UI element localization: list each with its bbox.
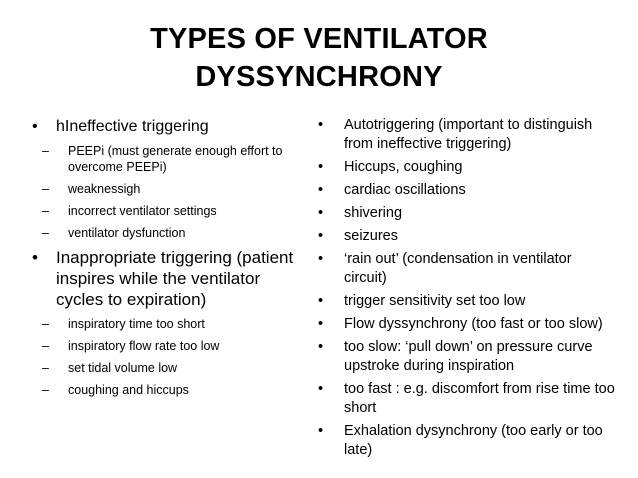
sub-list-item-text: inspiratory flow rate too low [68, 339, 220, 353]
list-item-text: trigger sensitivity set too low [344, 293, 526, 309]
list-item [318, 292, 618, 311]
dash-icon: – [42, 226, 49, 240]
bullet-icon: • [32, 118, 38, 135]
list-item [318, 116, 618, 154]
left-bullet-list [28, 117, 308, 398]
list-item [318, 380, 618, 418]
list-item-text: hIneffective triggering [56, 118, 209, 135]
list-item-text: Hiccups, coughing [344, 159, 463, 175]
sub-list-item-text: coughing and hiccups [68, 383, 189, 397]
bullet-icon: • [318, 205, 324, 221]
right-bullet-list [318, 116, 618, 460]
list-item [318, 158, 618, 177]
bullet-icon: • [318, 339, 324, 355]
bullet-icon: • [318, 316, 324, 332]
list-item-text: Inappropriate triggering (patient inspires while the ventilator cycles to expiration) [56, 248, 294, 309]
dash-icon: – [42, 144, 49, 158]
bullet-icon: • [32, 248, 38, 267]
sub-list-item-text: PEEPi (must generate enough effort to overcome PEEPi) [68, 144, 283, 174]
bullet-icon: • [318, 159, 324, 175]
dash-icon: – [42, 383, 49, 397]
sub-list-container [28, 143, 308, 241]
sub-list-item [28, 382, 308, 398]
list-item-text: ‘rain out’ (condensation in ventilator circuit) [344, 251, 572, 286]
sub-list [28, 143, 308, 241]
dash-icon: – [42, 339, 49, 353]
list-item [318, 227, 618, 246]
sub-list-item [28, 181, 308, 197]
bullet-icon: • [318, 182, 324, 198]
bullet-icon: • [318, 117, 324, 133]
left-column [28, 117, 308, 404]
dash-icon: – [42, 361, 49, 375]
bullet-icon: • [318, 423, 324, 439]
list-item [318, 250, 618, 288]
list-item-text: Autotriggering (important to distinguish from ineffective triggering) [344, 117, 593, 152]
list-item [318, 422, 618, 460]
dash-icon: – [42, 182, 49, 196]
list-item-text: seizures [344, 228, 398, 244]
sub-list-item [28, 360, 308, 376]
list-item-text: Flow dyssynchrony (too fast or too slow) [344, 316, 603, 332]
list-item-text: too slow: ‘pull down’ on pressure curve upstroke during inspiration [344, 339, 593, 374]
sub-list-item [28, 338, 308, 354]
dash-icon: – [42, 317, 49, 331]
sub-list-item-text: inspiratory time too short [68, 317, 205, 331]
sub-list-item [28, 225, 308, 241]
bullet-icon: • [318, 293, 324, 309]
right-column [318, 116, 618, 464]
sub-list-item [28, 316, 308, 332]
list-item [318, 338, 618, 376]
list-item [318, 204, 618, 223]
bullet-icon: • [318, 228, 324, 244]
list-item-text: cardiac oscillations [344, 182, 466, 198]
list-item-text: Exhalation dysynchrony (too early or too late) [344, 423, 603, 458]
sub-list-item-text: incorrect ventilator settings [68, 204, 217, 218]
dash-icon: – [42, 204, 49, 218]
title-line-1: TYPES OF VENTILATOR [150, 23, 488, 55]
sub-list [28, 316, 308, 398]
sub-list-container [28, 316, 308, 398]
slide-title [0, 20, 638, 96]
list-item [28, 247, 308, 310]
sub-list-item-text: weaknessigh [68, 182, 141, 196]
sub-list-item-text: ventilator dysfunction [68, 226, 186, 240]
list-item-text: too fast : e.g. discomfort from rise time too short [344, 381, 615, 416]
title-line-2: DYSSYNCHRONY [195, 61, 443, 93]
list-item [28, 117, 308, 137]
list-item [318, 315, 618, 334]
sub-list-item-text: set tidal volume low [68, 361, 178, 375]
list-item [318, 181, 618, 200]
bullet-icon: • [318, 251, 324, 267]
sub-list-item [28, 203, 308, 219]
bullet-icon: • [318, 381, 324, 397]
list-item-text: shivering [344, 205, 403, 221]
sub-list-item [28, 143, 308, 175]
